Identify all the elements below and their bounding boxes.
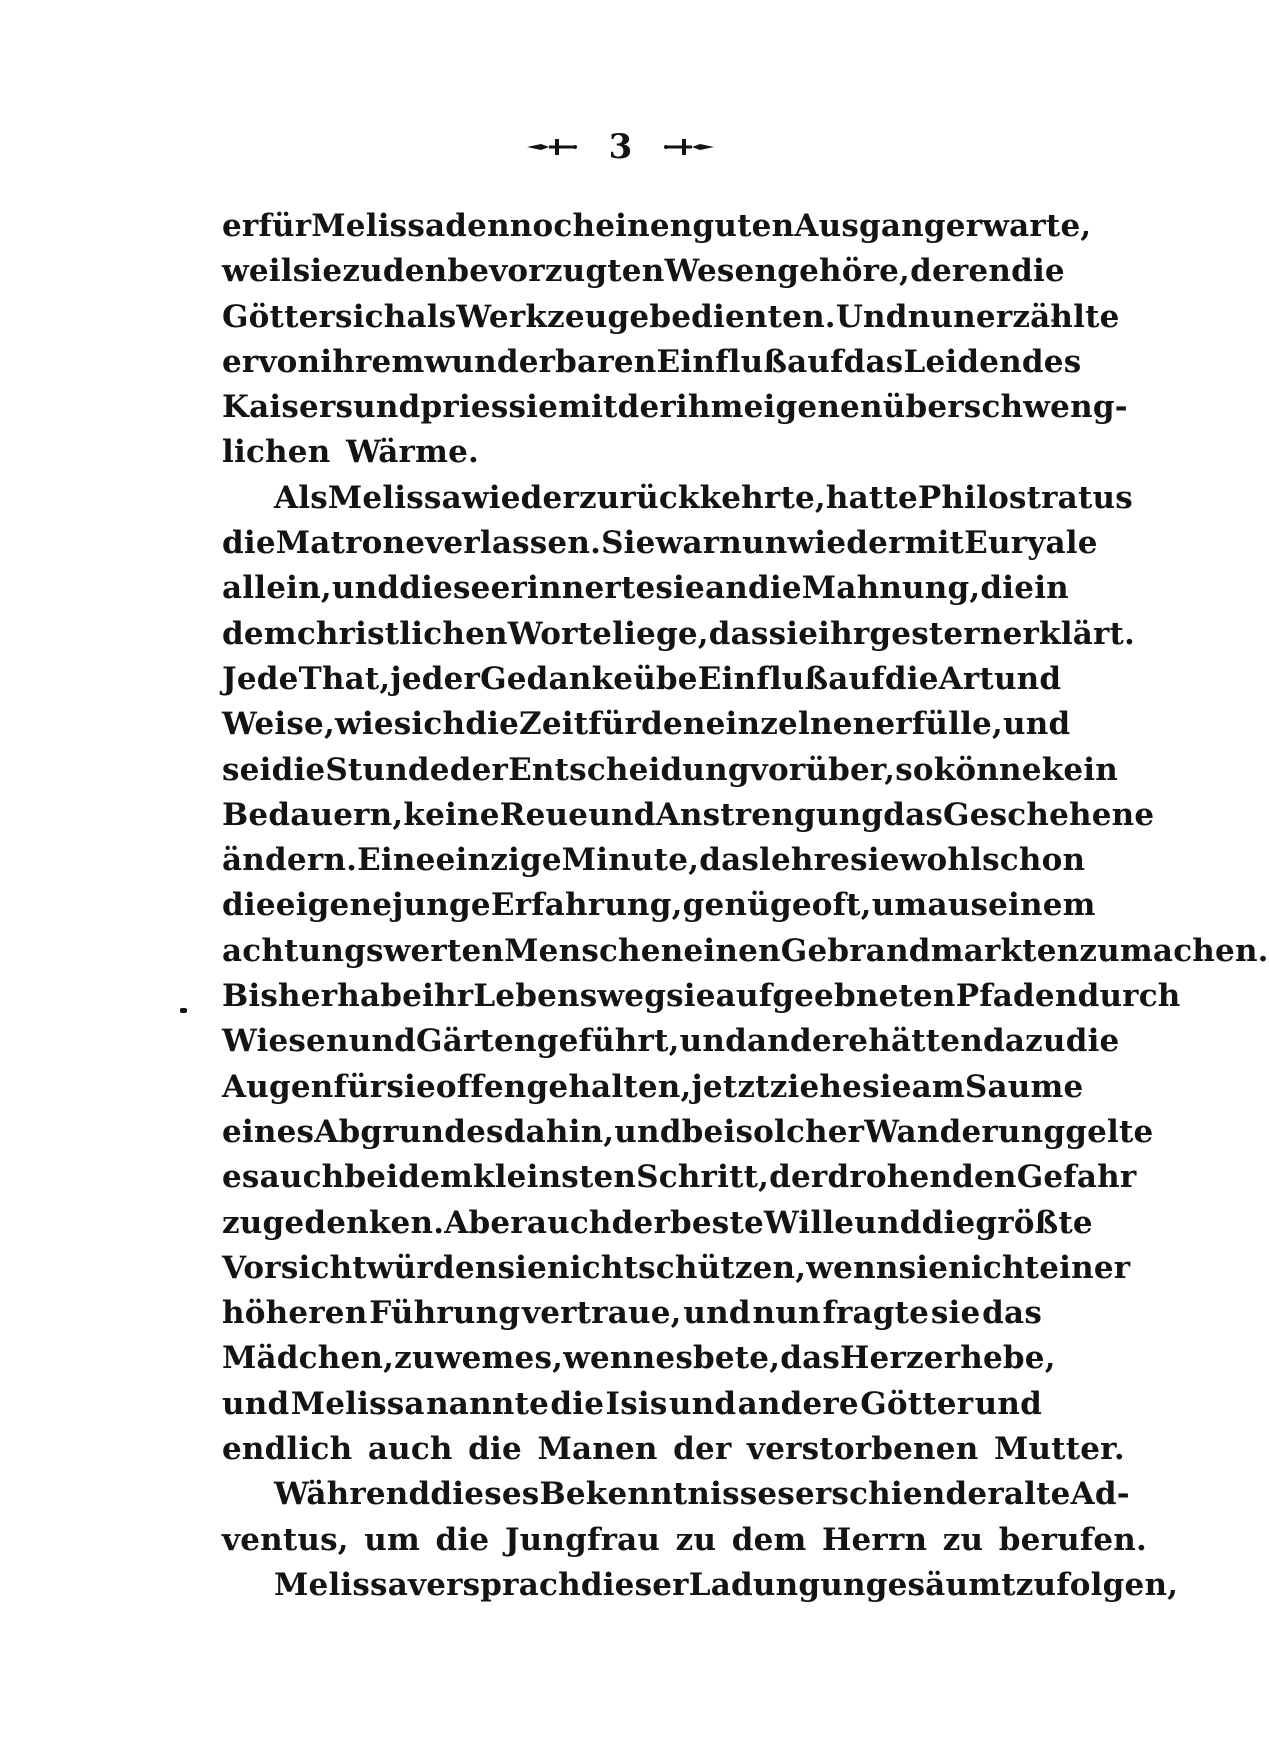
word: sie xyxy=(655,570,705,607)
right-ornament-icon xyxy=(658,138,716,156)
word: habe xyxy=(337,978,423,1015)
word: mit xyxy=(558,389,618,426)
word: folgen, xyxy=(1056,1566,1179,1603)
text-line xyxy=(222,385,1128,430)
word: durch xyxy=(1077,978,1181,1015)
word: wenn xyxy=(563,1340,656,1377)
word: übe xyxy=(633,660,698,697)
word: er xyxy=(222,208,259,244)
word: einzige xyxy=(435,842,562,879)
word: schützen, xyxy=(638,1249,807,1286)
word: Philostratus xyxy=(917,479,1133,516)
word: und xyxy=(353,389,421,426)
word: keine xyxy=(403,796,500,833)
word: Gärten xyxy=(416,1023,537,1060)
word: sie xyxy=(508,389,559,426)
word: achtungswerten xyxy=(222,932,505,969)
word: dazu xyxy=(982,1023,1066,1060)
word: den xyxy=(382,253,448,290)
word: die xyxy=(884,660,939,697)
word: nun xyxy=(719,525,788,562)
left-ornament-icon xyxy=(525,138,583,156)
word: wieder xyxy=(787,525,905,562)
word: weil xyxy=(222,253,293,290)
word: verlassen. xyxy=(425,525,602,562)
word: allein, xyxy=(222,570,332,607)
word: nicht xyxy=(547,1249,639,1286)
word: als xyxy=(406,298,457,335)
word: und xyxy=(348,1023,417,1060)
word: zu xyxy=(1079,932,1120,969)
word: jetzt xyxy=(691,1068,770,1105)
word: dennoch xyxy=(445,208,596,244)
word: zu xyxy=(675,1521,717,1558)
word: Menschen xyxy=(504,932,684,969)
text-line xyxy=(222,566,1069,611)
word: auf xyxy=(715,978,773,1015)
word: andere xyxy=(737,1385,859,1422)
word: gedenken. xyxy=(262,1204,445,1241)
word: auf xyxy=(828,660,885,697)
word: einer xyxy=(1039,1249,1131,1286)
word: Schritt, xyxy=(636,1159,770,1196)
word: gehalten, xyxy=(526,1068,692,1105)
word: wieder xyxy=(461,479,579,516)
word: der xyxy=(617,389,676,426)
word: erinnerte xyxy=(490,570,656,607)
word: geführt, xyxy=(536,1023,680,1060)
word: für xyxy=(258,208,312,244)
word: an xyxy=(704,570,748,607)
word: Herrn xyxy=(822,1521,928,1558)
word: in xyxy=(1034,570,1069,607)
word: einem xyxy=(988,887,1096,924)
word: vertraue, xyxy=(521,1295,682,1332)
word: auch xyxy=(526,1204,612,1241)
text-line xyxy=(222,1336,1056,1381)
word: Während xyxy=(274,1476,431,1513)
word: und xyxy=(614,1113,682,1150)
word: die xyxy=(222,887,276,924)
text-line xyxy=(222,793,1155,838)
word: bei xyxy=(344,1159,399,1196)
word: und xyxy=(854,1204,922,1241)
word: zu xyxy=(222,1204,263,1241)
word: genüge xyxy=(682,887,812,924)
word: die xyxy=(468,1431,522,1468)
word: gehöre, xyxy=(777,253,911,290)
word: für xyxy=(588,706,642,743)
word: es xyxy=(222,1159,260,1196)
word: lehre xyxy=(759,842,851,879)
word: der xyxy=(945,1476,1004,1513)
word: Und xyxy=(835,298,908,335)
word: Geschehene xyxy=(943,796,1155,833)
word: Manen xyxy=(537,1431,658,1468)
word: Wiesen xyxy=(222,1023,349,1060)
text-line xyxy=(222,1065,1084,1110)
text-line xyxy=(222,1155,1137,1200)
word: andere xyxy=(746,1023,869,1060)
word: sie xyxy=(850,842,900,879)
word: That, xyxy=(298,660,391,697)
word: wem xyxy=(434,1340,515,1377)
word: guten xyxy=(692,208,795,244)
word: zurückkehrte, xyxy=(579,479,826,516)
word: dahin, xyxy=(503,1113,615,1150)
word: hatte xyxy=(825,479,918,516)
word: das xyxy=(780,1340,841,1377)
word: diese xyxy=(399,570,491,607)
word: auch xyxy=(259,1159,345,1196)
text-line xyxy=(222,1518,1148,1563)
text-line xyxy=(222,1019,1120,1064)
word: ventus, xyxy=(222,1521,349,1558)
word: sie xyxy=(862,1068,912,1105)
word: vorüber, xyxy=(749,751,896,788)
word: auch xyxy=(367,1431,453,1468)
word: Kaisers xyxy=(222,389,354,426)
text-line xyxy=(222,249,1065,294)
word: Ausgang xyxy=(794,208,946,244)
word: Vorsicht xyxy=(222,1249,367,1286)
word: das xyxy=(843,343,904,380)
text-line xyxy=(222,1472,1130,1517)
word: und xyxy=(222,1385,290,1422)
word: gestern xyxy=(869,615,1003,652)
word: sie xyxy=(768,615,819,652)
word: Mädchen, xyxy=(222,1340,395,1377)
word: so xyxy=(895,751,934,788)
word: wunderbaren xyxy=(424,343,657,380)
word: Jede xyxy=(222,660,299,697)
margin-mark xyxy=(180,1008,187,1013)
word: aus xyxy=(927,887,989,924)
word: von xyxy=(258,343,321,380)
word: könne xyxy=(933,751,1042,788)
word: verstorbenen xyxy=(746,1431,979,1468)
word: sie xyxy=(497,1249,548,1286)
word: fragte xyxy=(822,1295,930,1332)
word: Isis xyxy=(605,1385,668,1422)
word: die xyxy=(980,570,1035,607)
word: dieses xyxy=(430,1476,540,1513)
word: berufen. xyxy=(998,1521,1148,1558)
word: Anstrengung xyxy=(655,796,884,833)
word: das xyxy=(708,615,769,652)
word: sie xyxy=(292,253,343,290)
text-line xyxy=(222,838,1086,883)
word: Wesen xyxy=(664,253,778,290)
word: erschien xyxy=(794,1476,946,1513)
text-line xyxy=(222,204,1092,249)
word: der xyxy=(449,751,509,788)
text-line xyxy=(222,340,1082,385)
word: kleinsten xyxy=(473,1159,637,1196)
word: zu xyxy=(394,1340,435,1377)
word: Zeit xyxy=(519,706,589,743)
word: und xyxy=(683,1295,751,1332)
word: die xyxy=(748,570,802,607)
word: dem xyxy=(731,1521,807,1558)
text-line xyxy=(222,295,1120,340)
word: Wille xyxy=(763,1204,855,1241)
word: erfülle, xyxy=(875,706,1003,743)
word: erwarte, xyxy=(945,208,1092,244)
word: dem xyxy=(398,1159,474,1196)
word: das xyxy=(883,796,944,833)
word: Saume xyxy=(964,1068,1084,1105)
word: Ladung xyxy=(688,1566,821,1603)
word: des xyxy=(1021,343,1082,380)
word: pries xyxy=(420,389,509,426)
word: Ad- xyxy=(1070,1476,1130,1513)
word: Pfaden xyxy=(955,978,1078,1015)
word: nicht xyxy=(948,1249,1040,1286)
word: sie xyxy=(898,1249,949,1286)
word: einen xyxy=(683,932,781,969)
word: Reue xyxy=(499,796,589,833)
word: Lebensweg xyxy=(473,978,667,1015)
text-line xyxy=(222,476,1133,521)
word: Götter xyxy=(222,298,336,335)
word: und xyxy=(1002,706,1071,743)
word: christlichen xyxy=(296,615,508,652)
word: versprach xyxy=(407,1566,581,1603)
word: den xyxy=(641,706,706,743)
word: sie xyxy=(930,1295,981,1332)
word: Gedanke xyxy=(480,660,634,697)
word: Werkzeuge xyxy=(456,298,650,335)
text-line xyxy=(222,657,1062,702)
word: Bekenntnisses xyxy=(539,1476,795,1513)
word: war xyxy=(655,525,720,562)
word: offen xyxy=(435,1068,527,1105)
word: Bisher xyxy=(222,978,338,1015)
word: das xyxy=(699,842,760,879)
word: Leiden xyxy=(903,343,1022,380)
word: eigene xyxy=(275,887,393,924)
word: der xyxy=(769,1159,828,1196)
word: schon xyxy=(982,842,1086,879)
word: Art xyxy=(938,660,994,697)
word: die xyxy=(550,1385,605,1422)
word: Einfluß xyxy=(656,343,788,380)
word: eigenen xyxy=(743,389,883,426)
body-text xyxy=(222,204,1269,1608)
word: oft, xyxy=(811,887,872,924)
word: Abgrundes xyxy=(314,1113,504,1150)
word: Erfahrung, xyxy=(490,887,683,924)
word: der xyxy=(611,1204,670,1241)
text-line xyxy=(222,612,1136,657)
word: ungesäumt xyxy=(820,1566,1016,1603)
word: nun xyxy=(752,1295,821,1332)
word: bete, xyxy=(692,1340,781,1377)
word: auf xyxy=(787,343,844,380)
word: die xyxy=(921,1204,976,1241)
text-line xyxy=(222,1246,1131,1291)
word: um xyxy=(871,887,928,924)
word: Augen xyxy=(222,1068,334,1105)
word: Weise, xyxy=(222,706,335,743)
word: ziehe xyxy=(769,1068,863,1105)
text-line xyxy=(222,1110,1154,1155)
word: Entscheidung xyxy=(508,751,750,788)
word: die xyxy=(435,1521,490,1558)
word: Aber xyxy=(444,1204,527,1241)
word: um xyxy=(364,1521,421,1558)
word: einzelnen xyxy=(705,706,876,743)
word: zu xyxy=(342,253,383,290)
word: und xyxy=(588,796,656,833)
word: Wärme. xyxy=(345,434,479,471)
word: sie xyxy=(386,1068,436,1105)
word: ändern. xyxy=(222,842,358,879)
word: und xyxy=(331,570,400,607)
word: Minute, xyxy=(561,842,700,879)
text-line xyxy=(222,748,1119,793)
word: jeder xyxy=(390,660,481,697)
text-line xyxy=(222,1201,1093,1246)
word: Wanderung xyxy=(864,1113,1066,1150)
word: erhebe, xyxy=(923,1340,1056,1377)
text-line xyxy=(222,974,1181,1019)
word: ihr xyxy=(818,615,870,652)
word: Mutter. xyxy=(993,1431,1125,1468)
word: die xyxy=(465,706,519,743)
text-line xyxy=(222,929,1269,974)
word: bedienten. xyxy=(649,298,836,335)
word: die xyxy=(1065,1023,1120,1060)
word: ihrem xyxy=(320,343,425,380)
word: überschweng- xyxy=(882,389,1128,426)
word: sei xyxy=(222,751,272,788)
word: Bedauern, xyxy=(222,796,404,833)
text-line xyxy=(222,521,1098,566)
text-line xyxy=(222,1291,1042,1336)
word: Einfluß xyxy=(697,660,829,697)
word: Als xyxy=(274,479,328,516)
text-line xyxy=(222,1563,1179,1608)
word: die xyxy=(271,751,326,788)
word: Jungfrau xyxy=(504,1521,661,1558)
word: endlich xyxy=(222,1431,353,1468)
word: erzählte xyxy=(975,298,1120,335)
word: Eine xyxy=(357,842,436,879)
word: die xyxy=(222,525,276,562)
word: hätten xyxy=(868,1023,983,1060)
word: sich xyxy=(335,298,407,335)
word: Melissa xyxy=(327,479,462,516)
word: Sie xyxy=(601,525,656,562)
word: junge xyxy=(392,887,491,924)
word: Führung xyxy=(369,1295,521,1332)
word: liege, xyxy=(612,615,709,652)
word: dieser xyxy=(580,1566,689,1603)
word: kein xyxy=(1041,751,1119,788)
word: Worte xyxy=(507,615,613,652)
word: die xyxy=(1011,253,1065,290)
text-line xyxy=(222,1427,1125,1472)
word: machen. xyxy=(1119,932,1269,969)
word: es xyxy=(655,1340,693,1377)
word: geebneten xyxy=(772,978,956,1015)
word: wie xyxy=(334,706,394,743)
word: Mahnung, xyxy=(801,570,981,607)
word: der xyxy=(673,1431,732,1468)
word: Matrone xyxy=(275,525,426,562)
word: Gebrandmarkten xyxy=(780,932,1080,969)
word: und xyxy=(993,660,1062,697)
word: dem xyxy=(222,615,297,652)
word: sich xyxy=(393,706,466,743)
word: sie xyxy=(666,978,716,1015)
word: zu xyxy=(942,1521,984,1558)
word: wohl xyxy=(899,842,983,879)
word: zu xyxy=(1015,1566,1057,1603)
page-number: 3 xyxy=(608,127,633,167)
word: Götter xyxy=(860,1385,974,1422)
word: Herz xyxy=(840,1340,924,1377)
word: Euryale xyxy=(964,525,1098,562)
word: mit xyxy=(904,525,965,562)
text-line xyxy=(222,702,1071,747)
word: gelte xyxy=(1065,1113,1154,1150)
word: Melissa xyxy=(274,1566,408,1603)
word: würden xyxy=(366,1249,498,1286)
word: Melissa xyxy=(290,1385,425,1422)
word: nannte xyxy=(426,1385,550,1422)
word: für xyxy=(333,1068,387,1105)
word: ihm xyxy=(675,389,744,426)
word: solcher xyxy=(735,1113,865,1150)
word: bei xyxy=(681,1113,736,1150)
word: Gefahr xyxy=(1016,1159,1137,1196)
word: das xyxy=(982,1295,1042,1332)
page-header xyxy=(0,127,1241,167)
text-line xyxy=(222,1382,1042,1427)
word: lichen xyxy=(222,434,331,471)
word: beste xyxy=(670,1204,764,1241)
word: nun xyxy=(907,298,976,335)
word: größte xyxy=(975,1204,1093,1241)
word: und xyxy=(974,1385,1042,1422)
word: und xyxy=(668,1385,737,1422)
word: erklärt. xyxy=(1002,615,1136,652)
text-line xyxy=(222,430,1042,475)
word: deren xyxy=(910,253,1012,290)
word: wenn xyxy=(806,1249,899,1286)
word: Stunde xyxy=(325,751,450,788)
word: alte xyxy=(1003,1476,1071,1513)
word: er xyxy=(222,343,259,380)
word: am xyxy=(911,1068,965,1105)
text-line xyxy=(222,883,1096,928)
word: höheren xyxy=(222,1295,368,1332)
word: und xyxy=(679,1023,747,1060)
word: es, xyxy=(514,1340,564,1377)
word: Melissa xyxy=(311,208,446,244)
word: ihr xyxy=(422,978,474,1015)
word: drohenden xyxy=(827,1159,1017,1196)
word: einen xyxy=(595,208,693,244)
word: bevorzugten xyxy=(447,253,665,290)
word: eines xyxy=(222,1113,315,1150)
